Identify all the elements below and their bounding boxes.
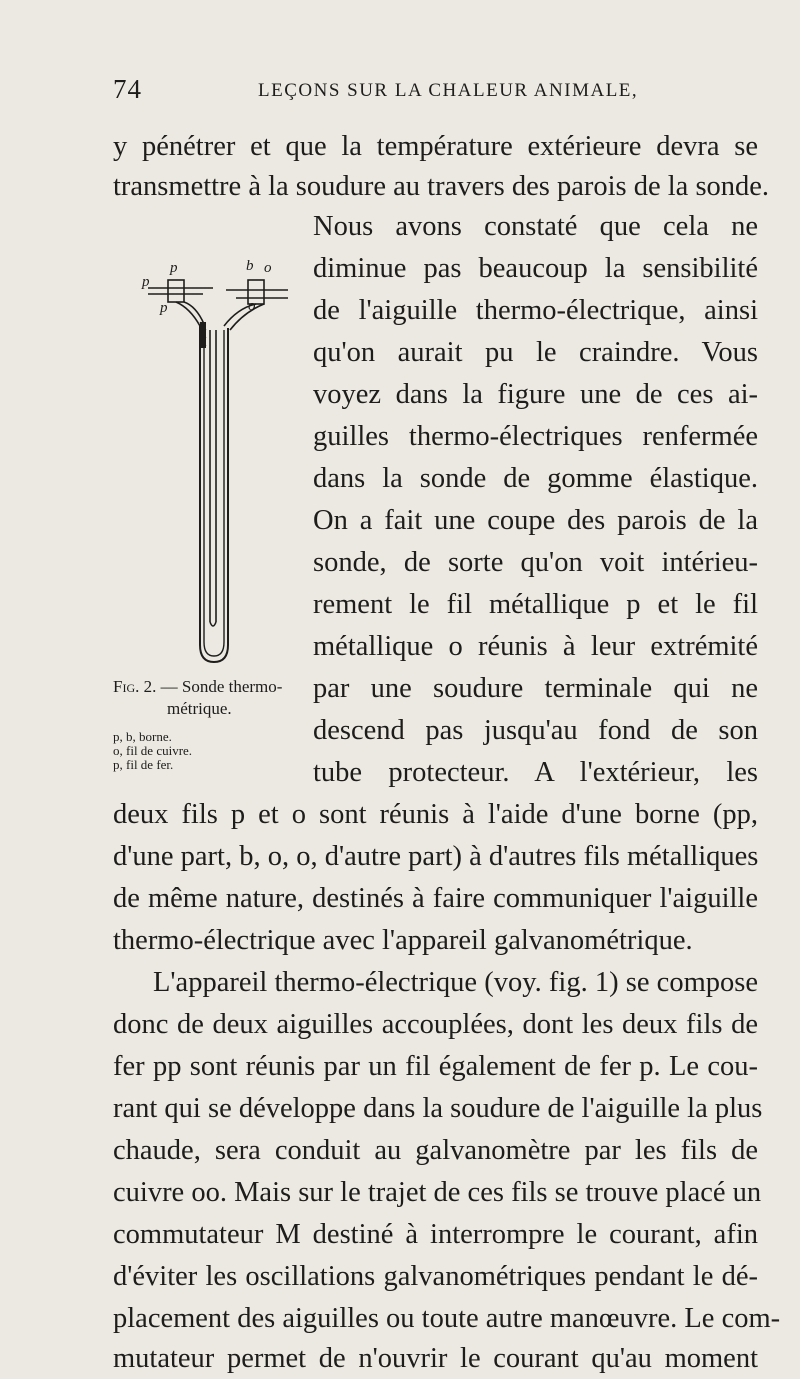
text-line: rement le fil métallique p et le fil xyxy=(313,589,758,620)
legend-item: p, b, borne. xyxy=(113,729,172,744)
text-line: deux fils p et o sont réunis à l'aide d'une borne (pp, xyxy=(113,799,758,830)
text-line: dans la sonde de gomme élastique. xyxy=(313,463,758,494)
label-b: b xyxy=(246,258,254,274)
legend-item: p, fil de fer. xyxy=(113,757,174,772)
text-line: métallique o réunis à leur extrémité xyxy=(313,631,758,662)
text-line: rant qui se développe dans la soudure de l'aiguille la plus xyxy=(113,1093,763,1124)
text-line: d'éviter les oscillations galvanométriques pendant le dé- xyxy=(113,1261,758,1292)
text-line: donc de deux aiguilles accouplées, dont les deux fils de xyxy=(113,1009,758,1040)
text-line: guilles thermo-électriques renfermée xyxy=(313,421,758,452)
left-terminal xyxy=(168,280,184,302)
label-pp: p xyxy=(142,274,150,290)
caption-figure-number: Fig. 2. xyxy=(113,677,157,696)
text-line: de même nature, destinés à faire communiquer l'aiguille xyxy=(113,883,758,914)
text-line: mutateur permet de n'ouvrir le courant qu'au moment xyxy=(113,1343,758,1374)
page-number: 74 xyxy=(113,74,142,104)
text-line: On a fait une coupe des parois de la xyxy=(313,505,758,536)
text-line: fer pp sont réunis par un fil également de fer p. Le cou- xyxy=(113,1051,758,1082)
text-line: commutateur M destiné à interrompre le courant, afin xyxy=(113,1219,758,1250)
text-line: chaude, sera conduit au galvanomètre par les fils de xyxy=(113,1135,758,1166)
text-line: Nous avons constaté que cela ne xyxy=(313,211,758,242)
text-line: diminue pas beaucoup la sensibilité xyxy=(313,253,758,284)
text-line: placement des aiguilles ou toute autre manœuvre. Le com- xyxy=(113,1303,781,1334)
probe-collar xyxy=(200,322,206,348)
legend-item: o, fil de cuivre. xyxy=(113,743,193,758)
text-line: sonde, de sorte qu'on voit intérieu- xyxy=(313,547,758,578)
label-o-top: o xyxy=(264,260,272,276)
text-line: descend pas jusqu'au fond de son xyxy=(313,715,758,746)
running-title: LEÇONS SUR LA CHALEUR ANIMALE, xyxy=(258,80,639,101)
text-line: tube protecteur. A l'extérieur, les xyxy=(313,757,758,788)
text-line: d'une part, b, o, o, d'autre part) à d'autres fils métalliques xyxy=(113,841,759,872)
figure-legend xyxy=(113,730,313,772)
text-line: L'appareil thermo-électrique (voy. fig. 1) se compose xyxy=(153,967,758,998)
label-p-top: p xyxy=(170,260,178,276)
text-line: par une soudure terminale qui ne xyxy=(313,673,758,704)
figure-caption xyxy=(113,676,318,720)
caption-text-1: — Sonde thermo- xyxy=(156,677,283,696)
text-line: voyez dans la figure une de ces ai- xyxy=(313,379,758,410)
text-line: thermo-électrique avec l'appareil galvanométrique. xyxy=(113,925,693,956)
caption-text-2: métrique. xyxy=(167,699,232,718)
text-line: de l'aiguille thermo-électrique, ainsi xyxy=(313,295,758,326)
label-p-left: p xyxy=(160,300,168,316)
text-line: qu'on aurait pu le craindre. Vous xyxy=(313,337,758,368)
text-line: cuivre oo. Mais sur le trajet de ces fils se trouve placé un xyxy=(113,1177,762,1208)
label-o-right: o xyxy=(248,298,256,314)
probe-figure xyxy=(138,250,318,670)
text-line: transmettre à la soudure au travers des parois de la sonde. xyxy=(113,171,770,202)
text-line: y pénétrer et que la température extérieure devra se xyxy=(113,131,758,162)
